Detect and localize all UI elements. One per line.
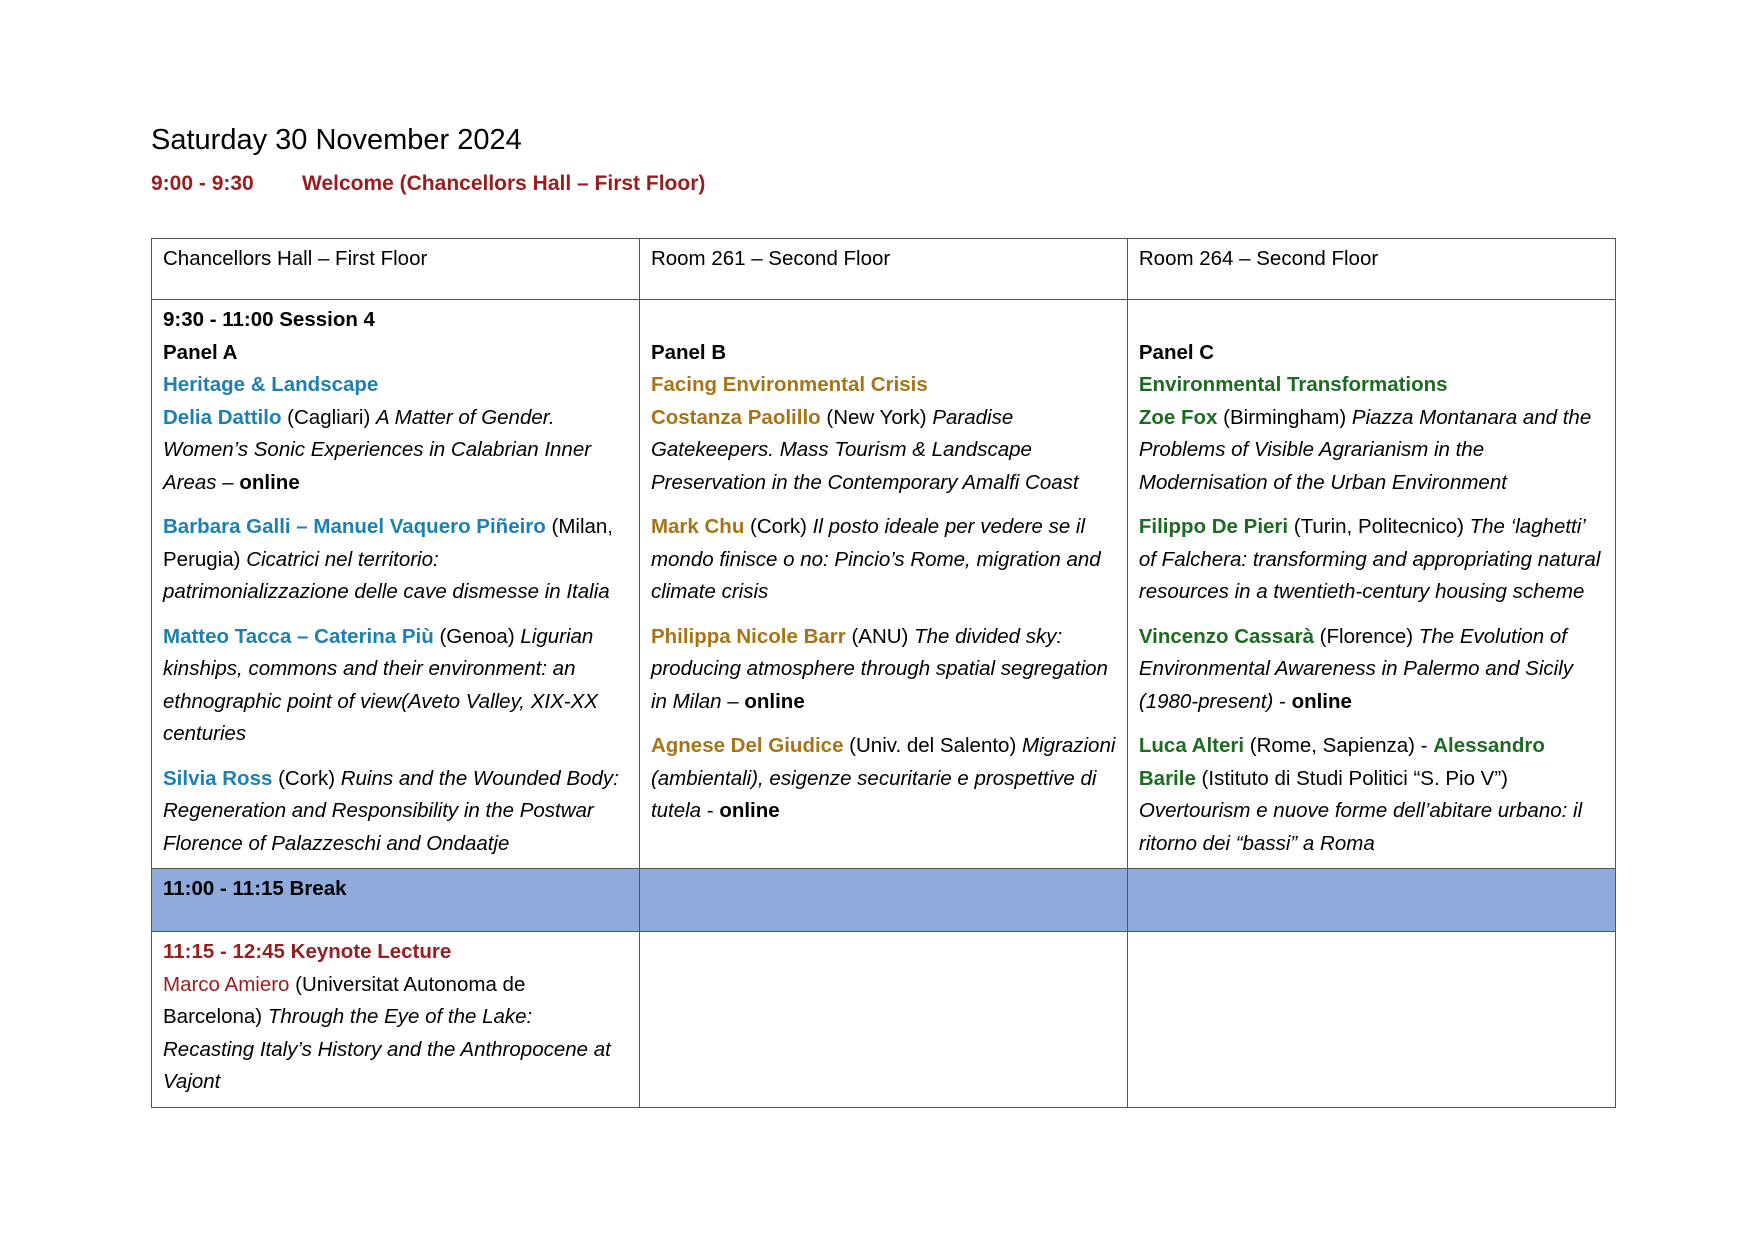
talk-title: Paradise Gatekeepers. Mass Tourism & Landscape Preservation in the Contemporary Amalfi Coast: [650, 405, 1079, 494]
talk-speakers: Vincenzo Cassarà: [1138, 624, 1314, 648]
talk-affiliation: (Milan, Perugia): [163, 515, 614, 571]
talk-affiliation: (Cagliari): [281, 405, 377, 429]
talk-speakers: Philippa Nicole Barr: [650, 624, 846, 648]
panel-theme: Facing Environmental Crisis: [650, 373, 928, 396]
talk-item: [651, 621, 1116, 719]
panel-label: Panel A: [163, 340, 238, 364]
room-header: Room 264 – Second Floor: [1127, 239, 1615, 300]
talk-affiliation: (Univ. del Salento): [843, 734, 1022, 757]
talk-affiliation: (Florence): [1313, 624, 1419, 648]
break-cell: [639, 869, 1127, 932]
talk-item: [651, 402, 1116, 500]
talk-affiliation: (New York): [820, 405, 933, 429]
panel-label: Panel C: [1138, 340, 1215, 364]
talk-speakers: Agnese Del Giudice: [650, 734, 844, 757]
talk-title: Ligurian kinships, commons and their environment: an ethnographic point of view(Aveto Valley, XIX-XX centuries: [163, 624, 598, 745]
panel-cell-a: [152, 300, 640, 869]
break-row: [152, 869, 1616, 932]
talk-item: [1139, 730, 1604, 860]
talk-speakers: Costanza Paolillo: [650, 405, 821, 429]
talk-title: The divided sky: producing atmosphere through spatial segregation in Milan: [650, 624, 1108, 713]
talk-item: [1139, 511, 1604, 609]
talk-title: The ‘laghetti’ of Falchera: transforming and appropriating natural resources in a twentieth-century housing scheme: [1138, 515, 1601, 603]
talk-title: Piazza Montanara and the Problems of Visible Agrarianism in the Modernisation of the Urban Environment: [1138, 405, 1592, 494]
session-label: 9:30 - 11:00 Session 4: [163, 308, 375, 331]
room-header: Room 261 – Second Floor: [639, 239, 1127, 300]
talk-suffix: -: [701, 799, 720, 822]
talk-title: Overtourism e nuove forme dell’abitare urbano: il ritorno dei “bassi” a Roma: [1138, 799, 1583, 855]
talk-title: Il posto ideale per vedere se il mondo finisce o no: Pincio’s Rome, migration and climate crisis: [650, 515, 1101, 603]
talk-affiliation: (Rome, Sapienza) -: [1244, 734, 1434, 757]
talk-affiliation: (ANU): [845, 624, 915, 648]
welcome-time: 9:00 - 9:30: [151, 172, 254, 195]
talk-title: The Evolution of Environmental Awareness in Palermo and Sicily (1980-present): [1138, 624, 1573, 713]
talk-affiliation: (Genoa): [433, 624, 521, 648]
talk-speakers: Filippo De Pieri: [1138, 515, 1289, 538]
talk-mode: online: [239, 470, 300, 494]
talk-mode: online: [719, 799, 780, 822]
talk-item: [1139, 402, 1604, 500]
panel-theme: Heritage & Landscape: [163, 373, 379, 396]
talk-speakers: Zoe Fox: [1138, 405, 1218, 429]
talk-affiliation-2: (Istituto di Studi Politici “S. Pio V”): [1195, 766, 1509, 790]
talk-speakers: Luca Alteri: [1138, 734, 1245, 757]
talk-item: [651, 511, 1116, 609]
talk-speakers: Delia Dattilo: [163, 405, 282, 429]
welcome-label: Welcome (Chancellors Hall – First Floor): [302, 172, 706, 195]
talk-affiliation: (Cork): [744, 515, 813, 538]
welcome-line: [151, 172, 705, 196]
talk-suffix: –: [721, 689, 745, 713]
talk-title: Migrazioni (ambientali), esigenze securitarie e prospettive di tutela: [650, 734, 1116, 822]
talk-mode: online: [1291, 689, 1352, 713]
session-row: [152, 300, 1616, 869]
talk-item: [163, 402, 628, 500]
keynote-title: Through the Eye of the Lake: Recasting Italy’s History and the Anthropocene at Vajont: [163, 1005, 611, 1093]
talk-affiliation: (Cork): [272, 766, 341, 790]
panel-cell-c: [1127, 300, 1615, 869]
talk-affiliation: (Turin, Politecnico): [1288, 515, 1470, 538]
panel-cell-b: [639, 300, 1127, 869]
talk-item: [1139, 621, 1604, 719]
talk-title: Cicatrici nel territorio: patrimonializzazione delle cave dismesse in Italia: [163, 547, 610, 603]
room-header: Chancellors Hall – First Floor: [152, 239, 640, 300]
keynote-label: 11:15 - 12:45 Keynote Lecture: [163, 940, 452, 963]
empty-cell: [639, 932, 1127, 1108]
talk-suffix: –: [216, 470, 240, 494]
break-label: 11:00 - 11:15 Break: [152, 869, 640, 932]
talk-item: [651, 730, 1116, 828]
talk-affiliation: (Birmingham): [1217, 405, 1352, 429]
keynote-row: [152, 932, 1616, 1108]
talk-item: [163, 763, 628, 861]
keynote-speaker: Marco Amiero: [163, 972, 290, 996]
talk-speakers: Barbara Galli – Manuel Vaquero Piñeiro: [163, 515, 546, 538]
panel-theme: Environmental Transformations: [1138, 373, 1448, 396]
talk-speakers: Mark Chu: [650, 515, 745, 538]
talk-title: Ruins and the Wounded Body: Regeneration and Responsibility in the Postwar Florence of Palazzeschi and Ondaatje: [163, 766, 619, 855]
page-title: Saturday 30 November 2024: [151, 124, 522, 156]
schedule-table: [151, 238, 1616, 1108]
keynote-cell: [152, 932, 640, 1108]
talk-mode: online: [744, 689, 805, 713]
break-cell: [1127, 869, 1615, 932]
talk-speakers: Silvia Ross: [163, 766, 273, 790]
talk-item: [163, 621, 628, 751]
talk-speakers: Matteo Tacca – Caterina Più: [163, 624, 434, 648]
panel-label: Panel B: [650, 340, 727, 364]
talk-title: A Matter of Gender. Women’s Sonic Experiences in Calabrian Inner Areas: [163, 405, 592, 494]
talk-suffix: -: [1273, 689, 1292, 713]
empty-cell: [1127, 932, 1615, 1108]
talk-speakers-2: Alessandro Barile: [1138, 734, 1545, 790]
talk-item: [163, 511, 628, 609]
keynote-talk: [163, 969, 628, 1099]
keynote-affiliation: (Universitat Autonoma de Barcelona): [163, 972, 526, 1028]
room-header-row: [152, 239, 1616, 300]
